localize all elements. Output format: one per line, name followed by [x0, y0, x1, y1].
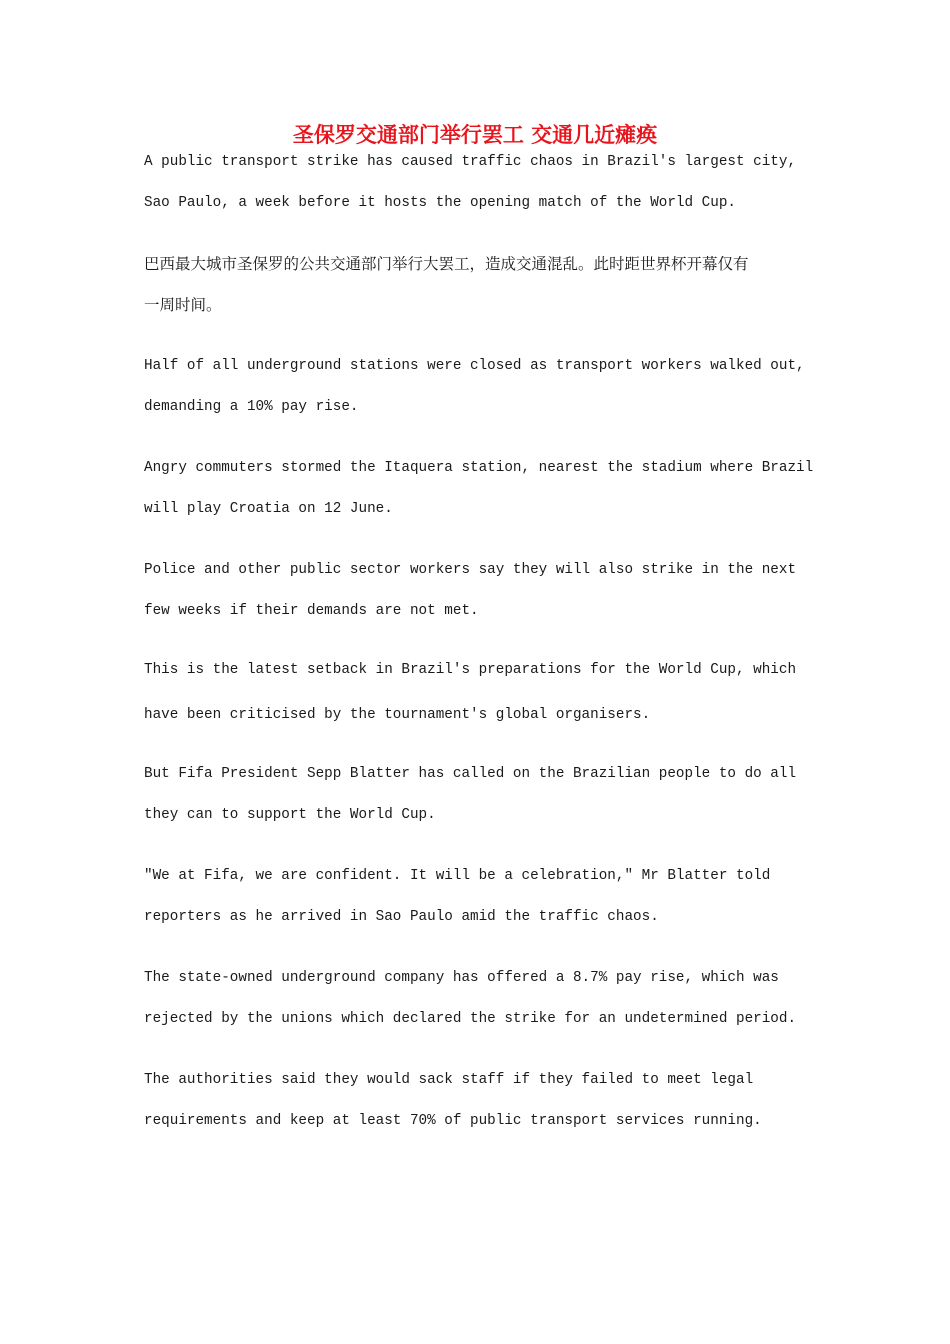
- paragraph-line: "We at Fifa, we are confident. It will be a celebration," Mr Blatter told: [144, 868, 771, 884]
- paragraph: [144, 346, 814, 428]
- paragraph: [144, 648, 814, 738]
- paragraph: [144, 958, 814, 1040]
- paragraph-line: demanding a 10% pay rise.: [144, 399, 359, 415]
- paragraph-line: Sao Paulo, a week before it hosts the opening match of the World Cup.: [144, 195, 736, 211]
- paragraph-line: 巴西最大城市圣保罗的公共交通部门举行大罢工，造成交通混乱。此时距世界杯开幕仅有: [144, 255, 749, 273]
- paragraph: [144, 754, 814, 836]
- paragraph-line: requirements and keep at least 70% of public transport services running.: [144, 1113, 762, 1129]
- paragraph-line: 一周时间。: [144, 296, 222, 314]
- paragraph-line: they can to support the World Cup.: [144, 807, 436, 823]
- paragraph-line: This is the latest setback in Brazil's preparations for the World Cup, which: [144, 662, 797, 678]
- paragraph-line: will play Croatia on 12 June.: [144, 501, 393, 517]
- paragraph: [144, 550, 814, 632]
- paragraph-line: Half of all underground stations were closed as transport workers walked out,: [144, 358, 805, 374]
- paragraph-line: Police and other public sector workers say they will also strike in the next: [144, 562, 797, 578]
- paragraph-line: The state-owned underground company has offered a 8.7% pay rise, which was: [144, 970, 779, 986]
- paragraph: [144, 856, 814, 938]
- paragraph-line: have been criticised by the tournament's global organisers.: [144, 707, 651, 723]
- paragraph-line: Angry commuters stormed the Itaquera station, nearest the stadium where Brazil: [144, 460, 814, 476]
- paragraph-line: reporters as he arrived in Sao Paulo amid the traffic chaos.: [144, 909, 659, 925]
- paragraph-line: A public transport strike has caused traffic chaos in Brazil's largest city,: [144, 154, 797, 170]
- paragraph-chinese: [144, 244, 814, 326]
- paragraph-line: But Fifa President Sepp Blatter has called on the Brazilian people to do all: [144, 766, 797, 782]
- paragraph-line: few weeks if their demands are not met.: [144, 603, 479, 619]
- paragraph: [144, 1060, 814, 1142]
- paragraph-line: rejected by the unions which declared the strike for an undetermined period.: [144, 1011, 797, 1027]
- paragraph: [144, 448, 814, 530]
- paragraph-line: The authorities said they would sack staff if they failed to meet legal: [144, 1072, 754, 1088]
- paragraph: [144, 142, 814, 224]
- article-title: 圣保罗交通部门举行罢工 交通几近瘫痪: [292, 123, 658, 147]
